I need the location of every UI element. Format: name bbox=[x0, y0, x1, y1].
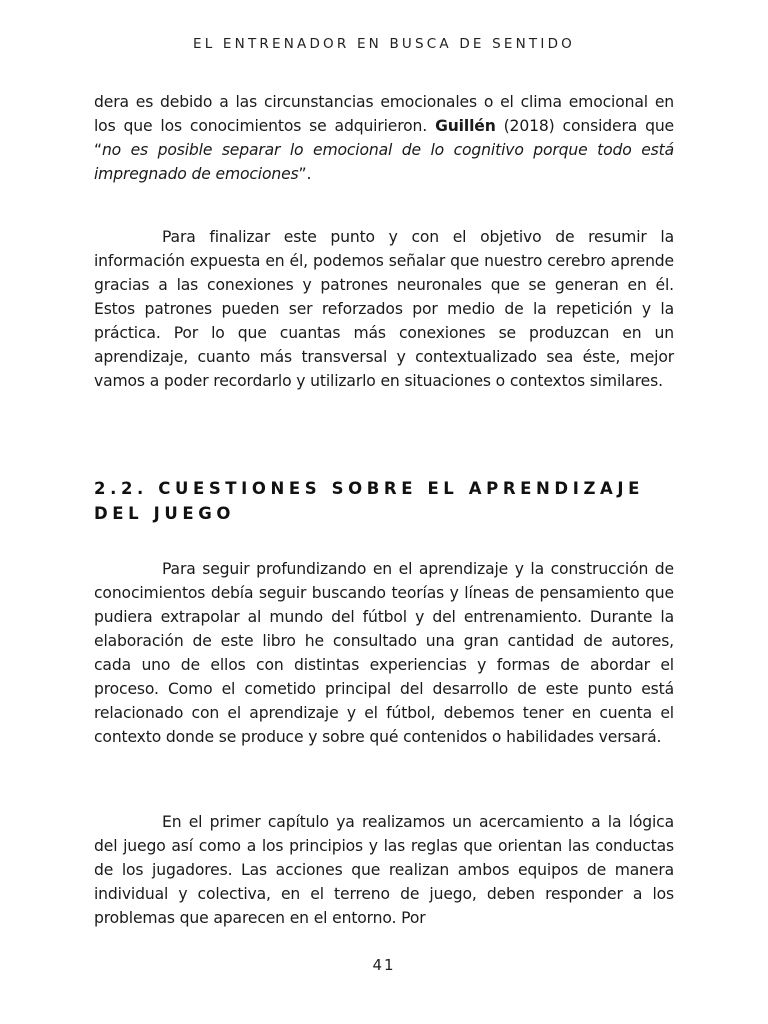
paragraph-1-text-before: dera es debido a las circunstancias emocionales o el clima emocional en los que los conocimientos se adquirieron. bbox=[94, 93, 674, 135]
author-name: Guillén bbox=[435, 117, 496, 135]
paragraph-1-text-after: ”. bbox=[298, 165, 312, 183]
paragraph-4-text: En el primer capítulo ya realizamos un acercamiento a la lógica del juego así como a los principios y las reglas que orientan las conductas de los jugadores. Las acciones que realizan ambos equipos de manera individual y colectiva, en el terreno de juego, deben responder a los problemas que aparecen en el entorno. Por bbox=[94, 813, 674, 927]
paragraph-3-text: Para seguir profundizando en el aprendizaje y la construcción de conocimientos debía seguir buscando teorías y líneas de pensamiento que pudiera extrapolar al mundo del fútbol y del entrenamiento. Durante la elaboración de este libro he consultado una gran cantidad de autores, cada uno de ellos con distintas experiencias y formas de abordar el proceso. Como el cometido principal del desarrollo de este punto está relacionado con el aprendizaje y el fútbol, debemos tener en cuenta el contexto donde se produce y sobre qué contenidos o habilidades versará. bbox=[94, 560, 674, 746]
paragraph-3 bbox=[94, 557, 674, 749]
quote-text: no es posible separar lo emocional de lo cognitivo porque todo está impregnado de emociones bbox=[94, 141, 674, 183]
section-heading: 2.2. CUESTIONES SOBRE EL APRENDIZAJE DEL JUEGO bbox=[94, 479, 644, 523]
paragraph-1 bbox=[94, 90, 674, 186]
paragraph-4 bbox=[94, 810, 674, 930]
page-number: 41 bbox=[372, 956, 396, 974]
paragraph-2 bbox=[94, 225, 674, 393]
paragraph-1-text-middle: (2018) considera que “ bbox=[94, 117, 674, 159]
paragraph-2-text: Para finalizar este punto y con el objetivo de resumir la información expuesta en él, podemos señalar que nuestro cerebro aprende gracias a las conexiones y patrones neuronales que se generan en él. Estos patrones pueden ser reforzados por medio de la repetición y la práctica. Por lo que cuantas más conexiones se produzcan en un aprendizaje, cuanto más transversal y contextualizado sea éste, mejor vamos a poder recordarlo y utilizarlo en situaciones o contextos similares. bbox=[94, 228, 674, 390]
running-head: EL ENTRENADOR EN BUSCA DE SENTIDO bbox=[192, 36, 575, 52]
